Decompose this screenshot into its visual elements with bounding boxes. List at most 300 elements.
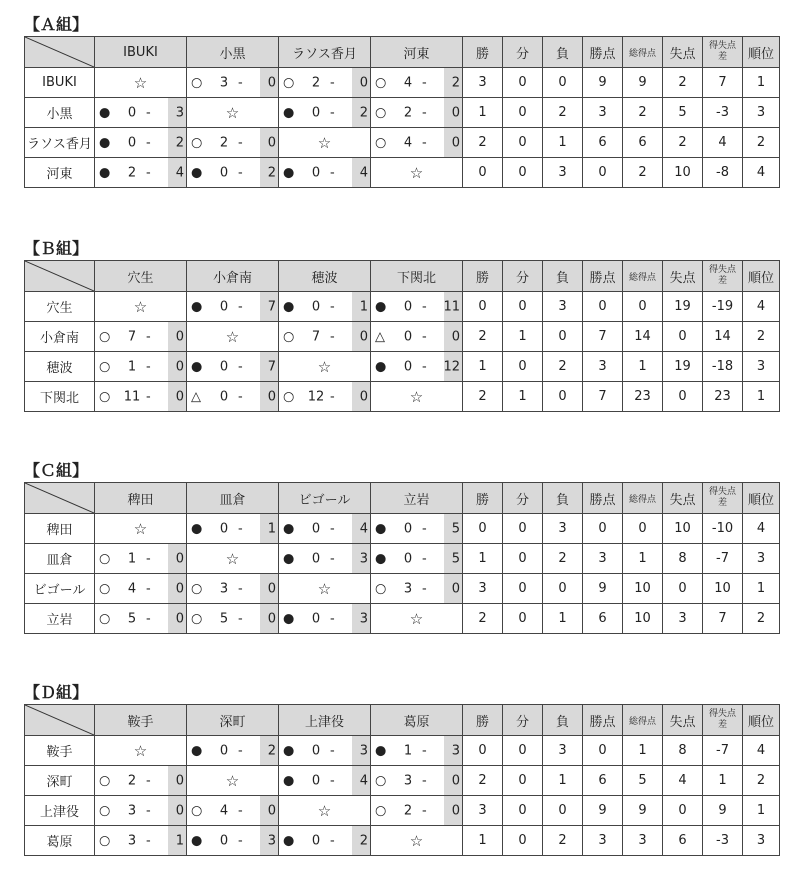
team-row-name: 河東 <box>25 158 95 188</box>
team-row <box>25 736 780 766</box>
stat-goals-against: 8 <box>663 736 703 766</box>
team-row-name: 立岩 <box>25 604 95 634</box>
league-table <box>24 482 780 634</box>
goals-scored: 0 <box>127 105 137 120</box>
header-draw: 分 <box>503 483 543 514</box>
goals-conceded: 4 <box>359 165 368 180</box>
team-row-name: 穂波 <box>25 352 95 382</box>
loss-mark-icon: ● <box>191 299 203 314</box>
goals-conceded: 0 <box>451 135 460 150</box>
goals-conceded: 0 <box>359 75 368 90</box>
win-mark-icon: ○ <box>99 581 111 596</box>
stat-rank: 4 <box>743 158 780 188</box>
loss-mark-icon: ● <box>283 611 295 626</box>
league-table <box>24 36 780 188</box>
self-match-star-icon: ☆ <box>187 322 279 352</box>
goals-scored: 4 <box>403 75 413 90</box>
score-separator: - <box>422 551 427 566</box>
score-separator: - <box>330 105 335 120</box>
stat-win: 3 <box>463 574 503 604</box>
team-column-header: ビゴール <box>279 483 371 514</box>
stat-points: 3 <box>583 352 623 382</box>
stat-rank: 3 <box>743 98 780 128</box>
score-separator: - <box>238 743 243 758</box>
team-column-header: 穴生 <box>95 261 187 292</box>
goals-conceded: 0 <box>267 611 276 626</box>
stat-draw: 0 <box>503 98 543 128</box>
stat-win: 1 <box>463 98 503 128</box>
stat-loss: 3 <box>543 292 583 322</box>
stat-goals-against: 6 <box>663 826 703 856</box>
match-result-cell <box>279 322 371 352</box>
stat-rank: 3 <box>743 352 780 382</box>
team-column-header: 鞍手 <box>95 705 187 736</box>
score-separator: - <box>422 743 427 758</box>
stat-win: 1 <box>463 826 503 856</box>
header-rank: 順位 <box>743 483 780 514</box>
match-result-cell <box>371 736 463 766</box>
header-draw: 分 <box>503 261 543 292</box>
team-row <box>25 826 780 856</box>
stat-win: 1 <box>463 352 503 382</box>
score-separator: - <box>330 743 335 758</box>
match-result-cell <box>187 796 279 826</box>
stat-rank: 1 <box>743 382 780 412</box>
match-result-cell <box>187 604 279 634</box>
goals-conceded: 0 <box>451 773 460 788</box>
score-separator: - <box>238 521 243 536</box>
goals-conceded: 0 <box>267 581 276 596</box>
team-column-header: 上津役 <box>279 705 371 736</box>
team-row <box>25 98 780 128</box>
goals-conceded: 4 <box>359 773 368 788</box>
loss-mark-icon: ● <box>283 521 295 536</box>
score-separator: - <box>238 135 243 150</box>
goals-scored: 0 <box>403 551 413 566</box>
goals-conceded: 3 <box>359 551 368 566</box>
goals-conceded: 0 <box>359 389 368 404</box>
win-mark-icon: ○ <box>191 803 203 818</box>
match-result-cell <box>95 544 187 574</box>
match-result-cell <box>187 128 279 158</box>
goals-conceded: 0 <box>175 803 184 818</box>
team-row-name: 下関北 <box>25 382 95 412</box>
score-separator: - <box>146 581 151 596</box>
goals-scored: 3 <box>127 833 137 848</box>
stat-goals-against: 19 <box>663 352 703 382</box>
self-match-star-icon: ☆ <box>279 352 371 382</box>
score-separator: - <box>238 165 243 180</box>
goals-conceded: 0 <box>451 329 460 344</box>
self-match-star-icon: ☆ <box>95 68 187 98</box>
stat-points: 9 <box>583 574 623 604</box>
header-win: 勝 <box>463 483 503 514</box>
stat-goals-against: 0 <box>663 382 703 412</box>
team-row-name: 小黒 <box>25 98 95 128</box>
self-match-star-icon: ☆ <box>371 382 463 412</box>
goals-scored: 2 <box>127 773 137 788</box>
goals-conceded: 1 <box>359 299 368 314</box>
score-separator: - <box>146 359 151 374</box>
team-column-header: 皿倉 <box>187 483 279 514</box>
team-row-name: 深町 <box>25 766 95 796</box>
score-separator: - <box>238 389 243 404</box>
stat-win: 0 <box>463 158 503 188</box>
team-row <box>25 292 780 322</box>
score-separator: - <box>330 611 335 626</box>
team-column-header: IBUKI <box>95 37 187 68</box>
goals-conceded: 0 <box>359 329 368 344</box>
team-column-header: 深町 <box>187 705 279 736</box>
stat-goal-diff: -8 <box>703 158 743 188</box>
goals-conceded: 0 <box>175 389 184 404</box>
league-table <box>24 260 780 412</box>
stat-loss: 0 <box>543 68 583 98</box>
stat-points: 9 <box>583 796 623 826</box>
loss-mark-icon: ● <box>283 833 295 848</box>
team-row-name: ビゴール <box>25 574 95 604</box>
goals-scored: 4 <box>403 135 413 150</box>
goals-conceded: 4 <box>175 165 184 180</box>
header-goals-against: 失点 <box>663 261 703 292</box>
goals-conceded: 0 <box>267 75 276 90</box>
stat-goal-diff: 9 <box>703 796 743 826</box>
match-result-cell <box>279 766 371 796</box>
match-result-cell <box>279 98 371 128</box>
win-mark-icon: ○ <box>375 773 387 788</box>
stat-points: 0 <box>583 514 623 544</box>
self-match-star-icon: ☆ <box>279 128 371 158</box>
goals-scored: 5 <box>219 611 229 626</box>
stat-win: 2 <box>463 604 503 634</box>
stat-points: 9 <box>583 68 623 98</box>
stat-win: 0 <box>463 292 503 322</box>
goals-scored: 2 <box>219 135 229 150</box>
header-goals-for: 総得点 <box>623 37 663 68</box>
goals-conceded: 0 <box>451 803 460 818</box>
stat-goal-diff: 7 <box>703 604 743 634</box>
goals-scored: 0 <box>219 299 229 314</box>
header-rank: 順位 <box>743 37 780 68</box>
stat-goals-against: 10 <box>663 158 703 188</box>
stat-goals-for: 14 <box>623 322 663 352</box>
loss-mark-icon: ● <box>375 359 387 374</box>
goals-scored: 0 <box>219 521 229 536</box>
team-row-name: 穴生 <box>25 292 95 322</box>
win-mark-icon: ○ <box>99 611 111 626</box>
score-separator: - <box>146 833 151 848</box>
win-mark-icon: ○ <box>191 75 203 90</box>
stat-goals-against: 2 <box>663 128 703 158</box>
match-result-cell <box>371 292 463 322</box>
team-column-header: 穂波 <box>279 261 371 292</box>
stat-goals-against: 5 <box>663 98 703 128</box>
stat-rank: 4 <box>743 514 780 544</box>
stat-win: 3 <box>463 796 503 826</box>
score-separator: - <box>422 521 427 536</box>
loss-mark-icon: ● <box>375 551 387 566</box>
stat-draw: 0 <box>503 128 543 158</box>
goals-scored: 0 <box>219 359 229 374</box>
match-result-cell <box>95 766 187 796</box>
goals-conceded: 0 <box>175 581 184 596</box>
stat-goal-diff: 4 <box>703 128 743 158</box>
score-separator: - <box>146 773 151 788</box>
loss-mark-icon: ● <box>191 833 203 848</box>
header-win: 勝 <box>463 705 503 736</box>
goals-conceded: 1 <box>267 521 276 536</box>
goals-conceded: 7 <box>267 299 276 314</box>
score-separator: - <box>422 773 427 788</box>
match-result-cell <box>95 796 187 826</box>
stat-rank: 1 <box>743 574 780 604</box>
match-result-cell <box>279 292 371 322</box>
goals-scored: 4 <box>127 581 137 596</box>
match-result-cell <box>279 604 371 634</box>
score-separator: - <box>146 551 151 566</box>
draw-mark-icon: △ <box>191 389 201 404</box>
stat-draw: 0 <box>503 514 543 544</box>
team-column-header: 稗田 <box>95 483 187 514</box>
goals-conceded: 0 <box>175 551 184 566</box>
stat-goal-diff: -18 <box>703 352 743 382</box>
goals-scored: 0 <box>127 135 137 150</box>
score-separator: - <box>238 299 243 314</box>
goals-scored: 7 <box>311 329 321 344</box>
group-title: 【Ｂ組】 <box>24 239 89 258</box>
goals-scored: 2 <box>311 75 321 90</box>
goals-conceded: 3 <box>175 105 184 120</box>
stat-points: 6 <box>583 766 623 796</box>
stat-goals-against: 2 <box>663 68 703 98</box>
diagonal-corner-cell <box>25 261 95 292</box>
stat-draw: 0 <box>503 574 543 604</box>
loss-mark-icon: ● <box>283 105 295 120</box>
stat-win: 1 <box>463 544 503 574</box>
stat-points: 7 <box>583 382 623 412</box>
score-separator: - <box>422 135 427 150</box>
goals-conceded: 0 <box>451 581 460 596</box>
header-goals-for: 総得点 <box>623 705 663 736</box>
loss-mark-icon: ● <box>191 743 203 758</box>
stat-goal-diff: -3 <box>703 826 743 856</box>
match-result-cell <box>279 68 371 98</box>
goals-scored: 0 <box>219 833 229 848</box>
goals-scored: 11 <box>123 389 141 404</box>
header-goal-diff: 得失点差 <box>703 37 743 68</box>
score-separator: - <box>146 389 151 404</box>
stat-win: 2 <box>463 128 503 158</box>
header-loss: 負 <box>543 261 583 292</box>
score-separator: - <box>146 611 151 626</box>
match-result-cell <box>371 766 463 796</box>
goals-conceded: 2 <box>267 743 276 758</box>
team-row <box>25 574 780 604</box>
stat-goals-against: 0 <box>663 574 703 604</box>
goals-scored: 3 <box>403 773 413 788</box>
loss-mark-icon: ● <box>283 165 295 180</box>
goals-scored: 0 <box>311 611 321 626</box>
header-points: 勝点 <box>583 261 623 292</box>
self-match-star-icon: ☆ <box>95 736 187 766</box>
match-result-cell <box>279 382 371 412</box>
score-separator: - <box>238 359 243 374</box>
win-mark-icon: ○ <box>283 75 295 90</box>
goals-scored: 0 <box>311 773 321 788</box>
win-mark-icon: ○ <box>99 551 111 566</box>
win-mark-icon: ○ <box>99 773 111 788</box>
header-loss: 負 <box>543 483 583 514</box>
stat-points: 0 <box>583 158 623 188</box>
goals-conceded: 5 <box>451 551 460 566</box>
header-goals-for: 総得点 <box>623 261 663 292</box>
stat-goals-against: 8 <box>663 544 703 574</box>
goals-scored: 1 <box>127 359 137 374</box>
team-row-name: 葛原 <box>25 826 95 856</box>
goals-scored: 2 <box>403 803 413 818</box>
team-row-name: 稗田 <box>25 514 95 544</box>
win-mark-icon: ○ <box>283 329 295 344</box>
match-result-cell <box>187 292 279 322</box>
score-separator: - <box>146 803 151 818</box>
score-separator: - <box>330 299 335 314</box>
header-points: 勝点 <box>583 483 623 514</box>
goals-scored: 1 <box>403 743 413 758</box>
header-goals-for: 総得点 <box>623 483 663 514</box>
score-separator: - <box>422 299 427 314</box>
team-row <box>25 322 780 352</box>
goals-scored: 3 <box>219 75 229 90</box>
stat-rank: 2 <box>743 766 780 796</box>
goals-scored: 2 <box>127 165 137 180</box>
stat-goals-against: 0 <box>663 322 703 352</box>
goals-conceded: 2 <box>359 105 368 120</box>
stat-loss: 0 <box>543 574 583 604</box>
goals-scored: 0 <box>403 329 413 344</box>
match-result-cell <box>187 68 279 98</box>
stat-goals-for: 0 <box>623 292 663 322</box>
group-title: 【Ｃ組】 <box>24 461 89 480</box>
stat-loss: 2 <box>543 98 583 128</box>
self-match-star-icon: ☆ <box>371 158 463 188</box>
match-result-cell <box>279 514 371 544</box>
header-win: 勝 <box>463 261 503 292</box>
stat-goals-for: 1 <box>623 352 663 382</box>
stat-rank: 3 <box>743 826 780 856</box>
header-row <box>25 483 780 514</box>
match-result-cell <box>95 604 187 634</box>
team-row <box>25 382 780 412</box>
stat-points: 0 <box>583 736 623 766</box>
stat-points: 0 <box>583 292 623 322</box>
stat-goals-for: 3 <box>623 826 663 856</box>
team-row <box>25 352 780 382</box>
win-mark-icon: ○ <box>375 135 387 150</box>
stat-loss: 2 <box>543 826 583 856</box>
stat-goals-for: 0 <box>623 514 663 544</box>
stat-draw: 0 <box>503 604 543 634</box>
score-separator: - <box>238 611 243 626</box>
match-result-cell <box>95 574 187 604</box>
goals-scored: 2 <box>403 105 413 120</box>
match-result-cell <box>371 574 463 604</box>
goals-conceded: 0 <box>267 135 276 150</box>
stat-loss: 0 <box>543 382 583 412</box>
match-result-cell <box>371 98 463 128</box>
team-row <box>25 68 780 98</box>
goals-conceded: 7 <box>267 359 276 374</box>
stat-win: 2 <box>463 382 503 412</box>
self-match-star-icon: ☆ <box>187 766 279 796</box>
goals-scored: 0 <box>403 521 413 536</box>
team-row-name: 皿倉 <box>25 544 95 574</box>
diagonal-corner-cell <box>25 705 95 736</box>
loss-mark-icon: ● <box>375 299 387 314</box>
stat-goal-diff: 23 <box>703 382 743 412</box>
header-goals-against: 失点 <box>663 37 703 68</box>
team-row-name: 鞍手 <box>25 736 95 766</box>
stat-draw: 1 <box>503 382 543 412</box>
stat-loss: 0 <box>543 322 583 352</box>
stat-draw: 0 <box>503 292 543 322</box>
goals-conceded: 0 <box>175 329 184 344</box>
stat-win: 0 <box>463 514 503 544</box>
header-goals-against: 失点 <box>663 705 703 736</box>
header-draw: 分 <box>503 37 543 68</box>
team-row-name: IBUKI <box>25 68 95 98</box>
stat-win: 2 <box>463 766 503 796</box>
score-separator: - <box>238 803 243 818</box>
score-separator: - <box>330 329 335 344</box>
stat-goal-diff: -10 <box>703 514 743 544</box>
team-column-header: 下関北 <box>371 261 463 292</box>
goals-scored: 4 <box>219 803 229 818</box>
stat-points: 6 <box>583 604 623 634</box>
stat-draw: 0 <box>503 544 543 574</box>
goals-conceded: 2 <box>267 165 276 180</box>
stat-draw: 1 <box>503 322 543 352</box>
goals-conceded: 0 <box>267 803 276 818</box>
stat-draw: 0 <box>503 158 543 188</box>
stat-goal-diff: -7 <box>703 736 743 766</box>
stat-goals-for: 23 <box>623 382 663 412</box>
goals-conceded: 11 <box>443 299 460 314</box>
stat-rank: 4 <box>743 292 780 322</box>
stat-goals-for: 1 <box>623 736 663 766</box>
stat-loss: 1 <box>543 604 583 634</box>
score-separator: - <box>422 329 427 344</box>
match-result-cell <box>187 158 279 188</box>
match-result-cell <box>371 514 463 544</box>
group-title: 【Ｄ組】 <box>24 683 89 702</box>
self-match-star-icon: ☆ <box>187 544 279 574</box>
match-result-cell <box>95 128 187 158</box>
header-points: 勝点 <box>583 705 623 736</box>
team-column-header: 葛原 <box>371 705 463 736</box>
match-result-cell <box>371 796 463 826</box>
self-match-star-icon: ☆ <box>279 796 371 826</box>
stat-goal-diff: -3 <box>703 98 743 128</box>
team-column-header: 立岩 <box>371 483 463 514</box>
stat-goal-diff: 14 <box>703 322 743 352</box>
stat-goal-diff: -19 <box>703 292 743 322</box>
header-points: 勝点 <box>583 37 623 68</box>
header-row <box>25 37 780 68</box>
match-result-cell <box>371 68 463 98</box>
score-separator: - <box>422 803 427 818</box>
header-rank: 順位 <box>743 705 780 736</box>
league-table <box>24 704 780 856</box>
